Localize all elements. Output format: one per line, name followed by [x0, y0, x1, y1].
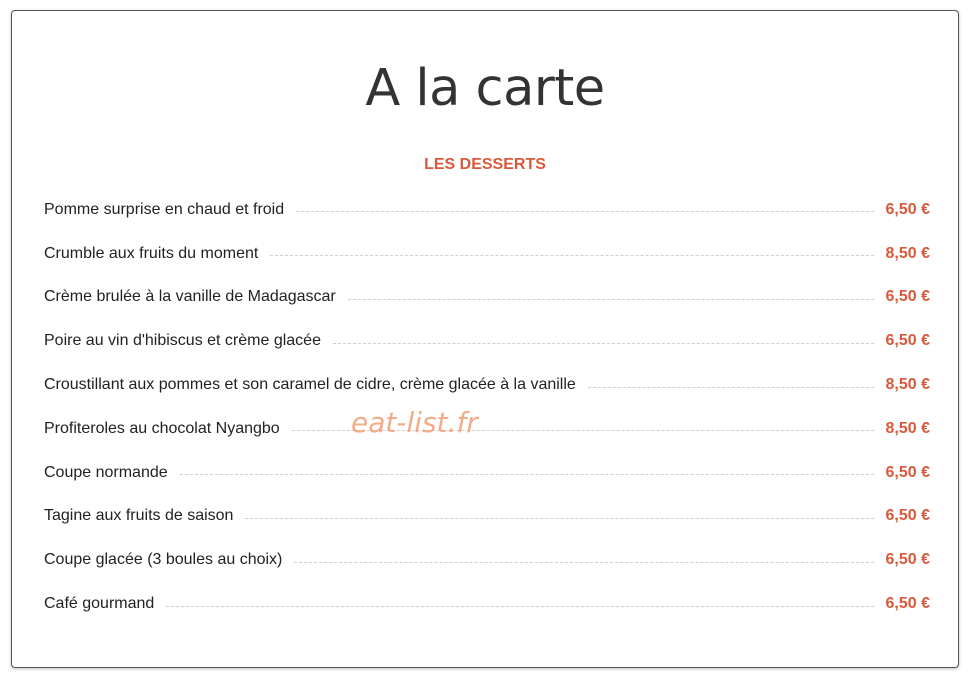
list-item [44, 319, 930, 363]
list-item [44, 407, 930, 451]
item-name: Croustillant aux pommes et son caramel de cidre, crème glacée à la vanille [44, 376, 576, 394]
section-title: LES DESSERTS [424, 156, 546, 173]
list-item [44, 582, 930, 626]
item-price: 6,50 € [885, 200, 930, 218]
item-name: Profiteroles au chocolat Nyangbo [44, 419, 280, 437]
dotted-leader [245, 518, 873, 519]
item-name: Pomme surprise en chaud et froid [44, 200, 285, 218]
item-name: Crumble aux fruits du moment [44, 244, 259, 262]
dotted-leader [296, 211, 873, 212]
item-name: Café gourmand [44, 595, 155, 613]
item-price: 6,50 € [885, 595, 930, 613]
item-name: Coupe normande [44, 463, 168, 481]
item-price: 8,50 € [885, 244, 930, 262]
dotted-leader [588, 387, 874, 388]
item-price: 8,50 € [885, 419, 930, 437]
list-item [44, 276, 930, 320]
list-item [44, 232, 930, 276]
menu-card [11, 10, 959, 668]
item-name: Crème brulée à la vanille de Madagascar [44, 288, 336, 306]
list-item [44, 188, 930, 232]
dotted-leader [294, 562, 873, 563]
item-name: Poire au vin d'hibiscus et crème glacée [44, 332, 321, 350]
dotted-leader [270, 255, 873, 256]
watermark: eat-list.fr [351, 406, 478, 439]
item-name: Coupe glacée (3 boules au choix) [44, 551, 283, 569]
dessert-list [44, 188, 930, 626]
item-price: 6,50 € [885, 507, 930, 525]
list-item [44, 538, 930, 582]
page-title: A la carte [365, 59, 605, 118]
list-item [44, 451, 930, 495]
item-price: 6,50 € [885, 332, 930, 350]
list-item [44, 363, 930, 407]
dotted-leader [180, 474, 874, 475]
dotted-leader [292, 430, 874, 431]
dotted-leader [166, 606, 873, 607]
list-item [44, 495, 930, 539]
dotted-leader [333, 343, 874, 344]
item-price: 6,50 € [885, 463, 930, 481]
dotted-leader [348, 299, 874, 300]
item-price: 8,50 € [885, 376, 930, 394]
item-name: Tagine aux fruits de saison [44, 507, 234, 525]
item-price: 6,50 € [885, 288, 930, 306]
item-price: 6,50 € [885, 551, 930, 569]
